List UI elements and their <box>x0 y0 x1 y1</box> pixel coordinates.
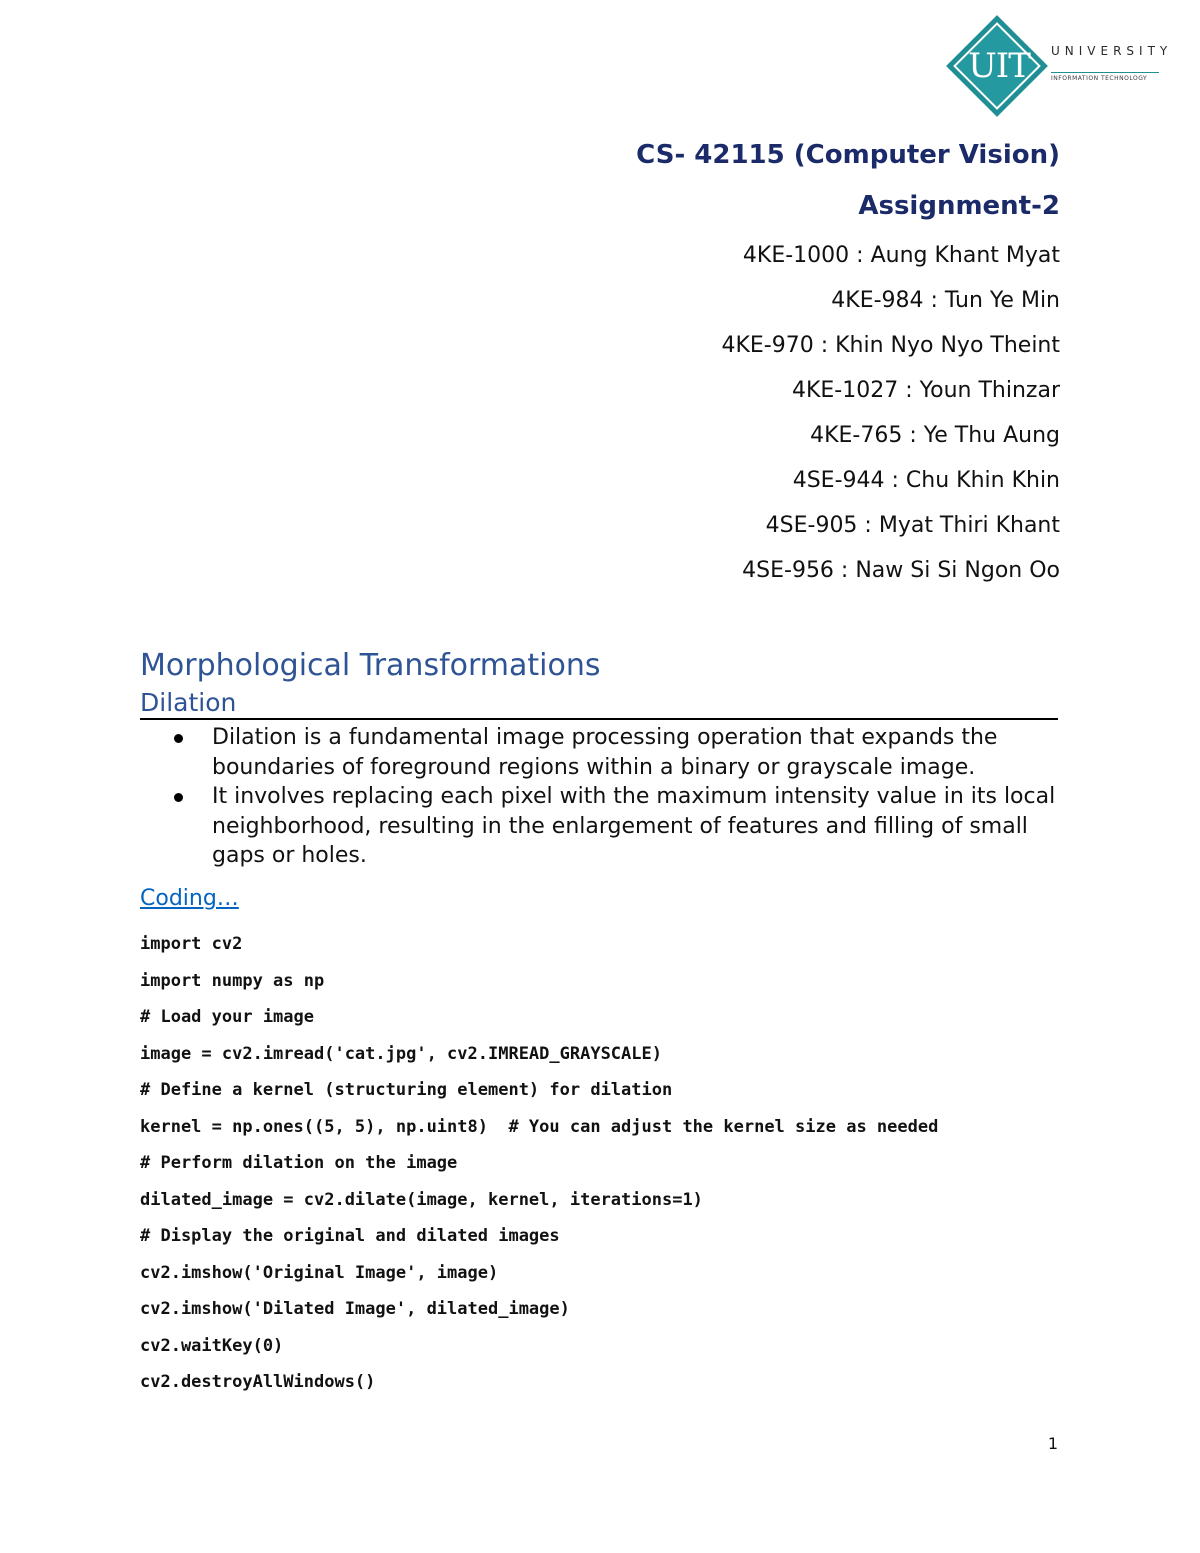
subsection-heading: Dilation <box>140 688 1058 720</box>
member-item: 4KE-1000 : Aung Khant Myat <box>742 243 1060 268</box>
bullet-icon <box>174 734 183 743</box>
member-item: 4KE-984 : Tun Ye Min <box>831 288 1060 313</box>
code-line: # Display the original and dilated images <box>140 1226 560 1246</box>
code-line: # Perform dilation on the image <box>140 1153 458 1173</box>
code-line: cv2.waitKey(0) <box>140 1335 284 1356</box>
member-item: 4KE-970 : Khin Nyo Nyo Theint <box>721 333 1060 358</box>
bullet-list <box>140 723 1058 871</box>
course-title: CS- 42115 (Computer Vision) <box>636 140 1060 170</box>
bullet-text: Dilation is a fundamental image processing operation that expands the boundaries of foreground regions within a binary or grayscale image. <box>212 725 998 780</box>
assignment-title: Assignment-2 <box>858 191 1060 221</box>
member-item: 4SE-956 : Naw Si Si Ngon Oo <box>742 558 1060 583</box>
code-line: kernel = np.ones((5, 5), np.uint8) # You can adjust the kernel size as needed <box>140 1116 939 1137</box>
coding-link[interactable]: Coding… <box>140 886 239 911</box>
university-logo <box>955 24 1173 110</box>
member-item: 4SE-905 : Myat Thiri Khant <box>765 513 1060 538</box>
code-line: import numpy as np <box>140 970 325 991</box>
code-line: cv2.imshow('Dilated Image', dilated_image) <box>140 1299 570 1319</box>
bullet-item <box>140 723 1058 782</box>
section-heading: Morphological Transformations <box>140 648 601 683</box>
code-line: cv2.destroyAllWindows() <box>140 1372 376 1392</box>
member-item: 4KE-765 : Ye Thu Aung <box>810 423 1060 448</box>
member-item: 4SE-944 : Chu Khin Khin <box>792 468 1060 493</box>
bullet-text: It involves replacing each pixel with the maximum intensity value in its local neighborhood, resulting in the enlargement of features and filling of small gaps or holes. <box>212 784 1056 869</box>
code-line: dilated_image = cv2.dilate(image, kernel, iterations=1) <box>140 1189 703 1210</box>
member-item: 4KE-1027 : Youn Thinzar <box>791 378 1060 403</box>
code-line: # Define a kernel (structuring element) for dilation <box>140 1080 673 1100</box>
code-line: # Load your image <box>140 1007 314 1027</box>
bullet-item <box>140 782 1058 871</box>
code-line: image = cv2.imread('cat.jpg', cv2.IMREAD_GRAYSCALE) <box>140 1043 662 1064</box>
code-block <box>140 926 1140 1401</box>
page-number: 1 <box>1047 1434 1058 1453</box>
code-line: import cv2 <box>140 934 243 954</box>
logo-wordmark: UNIVERSITY <box>1051 44 1173 58</box>
logo-mark: UIT <box>968 46 1030 86</box>
code-line: cv2.imshow('Original Image', image) <box>140 1262 499 1283</box>
logo-subtitle: INFORMATION TECHNOLOGY <box>1051 72 1159 82</box>
bullet-icon <box>174 793 183 802</box>
member-list <box>140 240 1060 600</box>
